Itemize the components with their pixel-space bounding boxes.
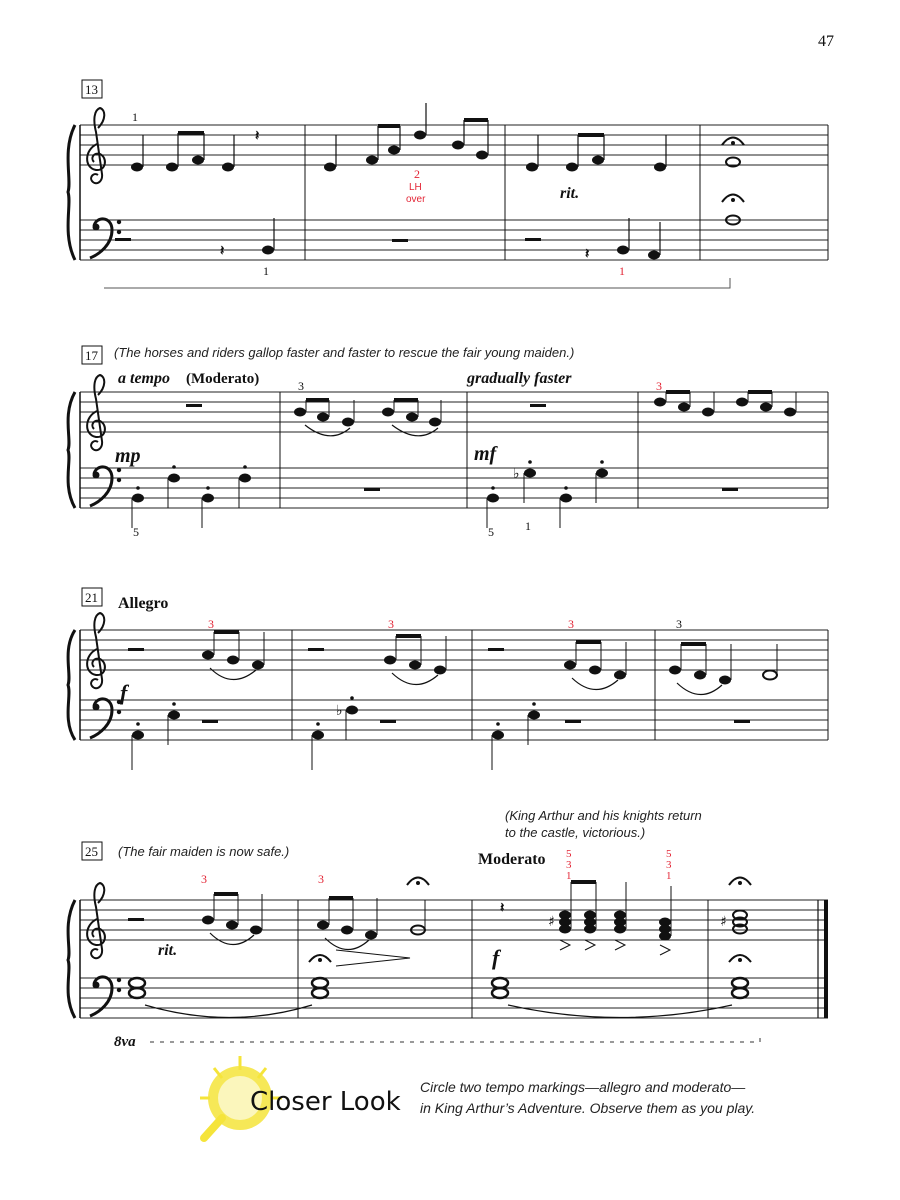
fingering: 3 (566, 859, 572, 871)
fingering: 3 (568, 617, 574, 631)
over-label: over (406, 194, 426, 205)
fingering: 1 (619, 264, 625, 278)
notes (115, 103, 744, 262)
treble-clef-icon (87, 375, 105, 450)
system-1 (68, 80, 828, 288)
rit-marking: rit. (560, 185, 580, 202)
fingering: 5 (488, 525, 494, 539)
grand-staff-brace (68, 125, 75, 260)
fingering: 3 (201, 872, 207, 886)
annotation: (The fair maiden is now safe.) (118, 844, 290, 859)
svg-text:♭: ♭ (513, 466, 520, 482)
treble-clef-icon (87, 883, 105, 958)
dynamic-f: f (492, 945, 500, 970)
svg-text:♭: ♭ (336, 703, 343, 719)
fingering: 3 (676, 617, 682, 631)
octave-bracket (104, 278, 730, 288)
measure-number-13: 13 (85, 82, 98, 97)
fingering: 3 (388, 617, 394, 631)
measure-number-21: 21 (85, 590, 98, 605)
page-number: 47 (818, 33, 834, 50)
annotation-2-line-2: to the castle, victorious.) (505, 825, 646, 840)
fingering: 3 (208, 617, 214, 631)
closer-look-callout (200, 1056, 755, 1138)
closer-look-line-1: Circle two tempo markings—allegro and moderato— (420, 1079, 746, 1095)
tempo-paren: (Moderato) (186, 371, 260, 387)
svg-text:♯: ♯ (720, 914, 727, 930)
bass-clef-icon (90, 977, 121, 1016)
bass-staff (80, 220, 828, 260)
tempo-marking-2: gradually faster (467, 370, 572, 387)
svg-text:𝄽: 𝄽 (500, 900, 505, 916)
svg-text:𝄽: 𝄽 (585, 246, 590, 262)
fingering: 5 (133, 525, 139, 539)
tempo-marking: Moderato (478, 851, 546, 868)
closer-look-title: Closer Look (250, 1087, 401, 1117)
fingering: 1 (263, 264, 269, 278)
bass-clef-icon (90, 467, 121, 506)
fingering: 1 (566, 870, 572, 882)
tempo-marking: a tempo (118, 370, 170, 387)
system-3 (68, 588, 828, 770)
fingering: 3 (298, 379, 304, 393)
octave-marking: 8va (114, 1034, 136, 1050)
annotation: (The horses and riders gallop faster and faster to rescue the fair young maiden.) (114, 345, 575, 360)
dynamic-mf: mf (474, 443, 497, 465)
fingering: 5 (566, 848, 572, 860)
closer-look-line-2: in King Arthur’s Adventure. Observe them as you play. (420, 1100, 756, 1116)
svg-text:𝄽: 𝄽 (220, 243, 225, 259)
treble-clef-icon (87, 108, 105, 183)
fingering: 3 (656, 379, 662, 393)
system-4 (68, 808, 828, 1050)
fingering: 1 (666, 870, 672, 882)
treble-clef-icon (87, 613, 105, 688)
fingering: 1 (132, 110, 138, 124)
svg-text:♯: ♯ (548, 914, 555, 930)
measure-number-25: 25 (85, 844, 98, 859)
fingering: 3 (666, 859, 672, 871)
annotation-2-line-1: (King Arthur and his knights return (505, 808, 702, 823)
fingering: 5 (666, 848, 672, 860)
measure-number-17: 17 (85, 348, 98, 363)
tempo-marking: Allegro (118, 595, 169, 612)
lh-label: LH (409, 182, 422, 193)
bass-clef-icon (90, 699, 121, 738)
fingering: 3 (318, 872, 324, 886)
fingering-lh: 2 (414, 167, 420, 181)
system-2 (68, 345, 828, 539)
dynamic-f: f (120, 680, 128, 705)
dynamic-mp: mp (115, 445, 141, 467)
svg-text:𝄽: 𝄽 (255, 128, 260, 144)
rit-marking: rit. (158, 942, 178, 959)
fingering: 1 (525, 519, 531, 533)
